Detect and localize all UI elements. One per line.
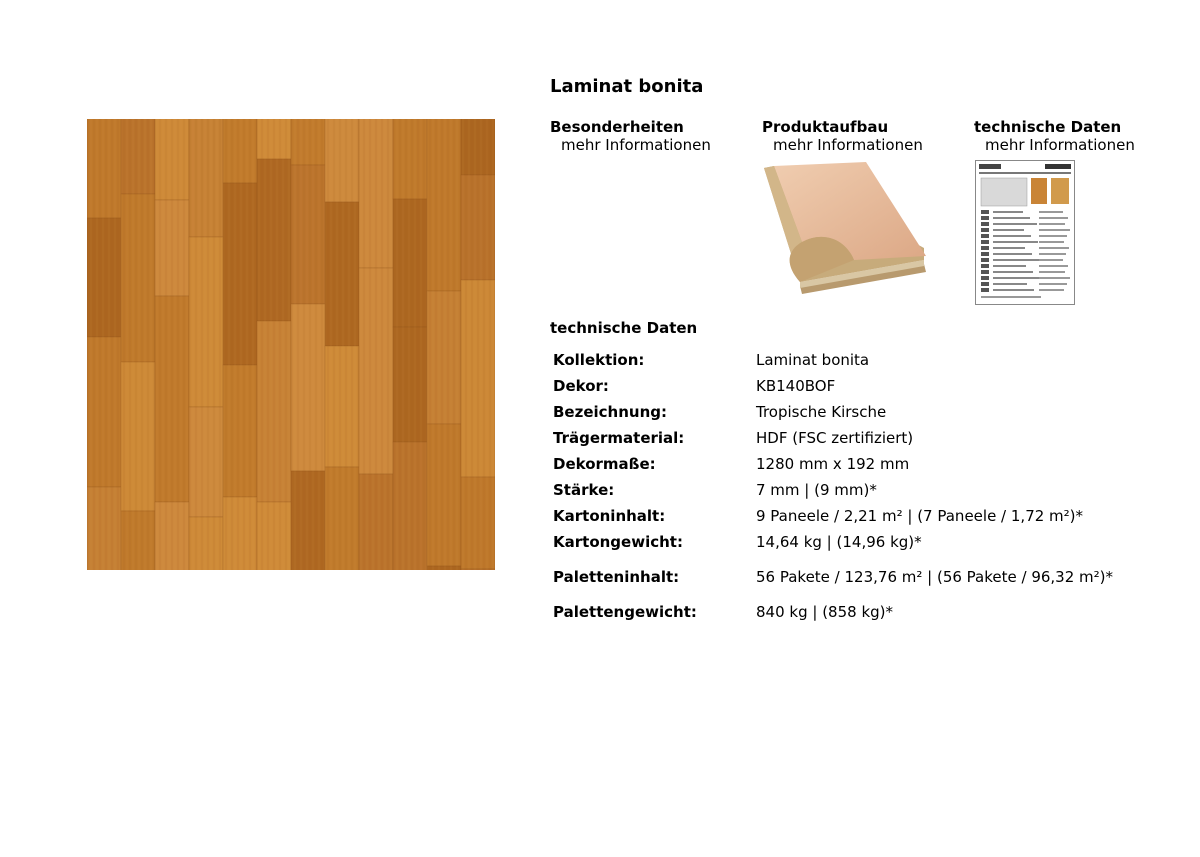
spec-value: 9 Paneele / 2,21 m² | (7 Paneele / 1,72 m²)* xyxy=(756,506,1084,525)
specs-section-title: technische Daten xyxy=(550,319,698,337)
more-info-link-technische-daten[interactable]: mehr Informationen xyxy=(985,136,1135,154)
more-info-link-produktaufbau[interactable]: mehr Informationen xyxy=(773,136,923,154)
spec-row-kollektion xyxy=(550,347,1119,373)
spec-label: Trägermaterial: xyxy=(553,428,685,447)
spec-row-dekor xyxy=(550,373,1119,399)
spec-label: Kartoninhalt: xyxy=(553,506,666,525)
spec-row-kartoninhalt xyxy=(550,503,1119,529)
spec-row-palettengewicht xyxy=(550,599,1119,625)
more-info-link-besonderheiten[interactable]: mehr Informationen xyxy=(561,136,711,154)
spec-row-traegermaterial xyxy=(550,425,1119,451)
info-heading-besonderheiten: Besonderheiten xyxy=(550,118,684,136)
spec-label: Palettengewicht: xyxy=(553,602,697,621)
spec-label: Bezeichnung: xyxy=(553,402,667,421)
info-column-technische-daten xyxy=(974,118,1135,154)
spec-value: KB140BOF xyxy=(756,376,836,395)
info-column-besonderheiten xyxy=(550,118,711,154)
product-decor-image xyxy=(87,119,495,570)
spec-label: Kollektion: xyxy=(553,350,645,369)
spec-row-dekormasse xyxy=(550,451,1119,477)
page-title: Laminat bonita xyxy=(550,76,704,97)
spec-value: HDF (FSC zertifiziert) xyxy=(756,428,914,447)
spec-label: Kartongewicht: xyxy=(553,532,683,551)
spec-label: Dekormaße: xyxy=(553,454,656,473)
spec-value: 840 kg | (858 kg)* xyxy=(756,602,894,621)
spec-value: 1280 mm x 192 mm xyxy=(756,454,910,473)
spec-value: 14,64 kg | (14,96 kg)* xyxy=(756,532,922,551)
spec-row-staerke xyxy=(550,477,1119,503)
spec-row-paletteninhalt xyxy=(550,555,1119,599)
info-heading-produktaufbau: Produktaufbau xyxy=(762,118,889,136)
spec-value: Tropische Kirsche xyxy=(756,402,887,421)
spec-label: Paletteninhalt: xyxy=(553,567,680,586)
info-column-produktaufbau xyxy=(762,118,923,154)
spec-label: Dekor: xyxy=(553,376,609,395)
spec-row-bezeichnung xyxy=(550,399,1119,425)
specs-table xyxy=(550,347,1119,625)
product-structure-thumbnail[interactable] xyxy=(762,160,930,298)
spec-label: Stärke: xyxy=(553,480,615,499)
spec-row-kartongewicht xyxy=(550,529,1119,555)
spec-value: 7 mm | (9 mm)* xyxy=(756,480,877,499)
spec-value: 56 Pakete / 123,76 m² | (56 Pakete / 96,32 m²)* xyxy=(756,567,1114,586)
info-heading-technische-daten: technische Daten xyxy=(974,118,1122,136)
technical-data-sheet-thumbnail[interactable] xyxy=(975,160,1075,305)
spec-value: Laminat bonita xyxy=(756,350,870,369)
